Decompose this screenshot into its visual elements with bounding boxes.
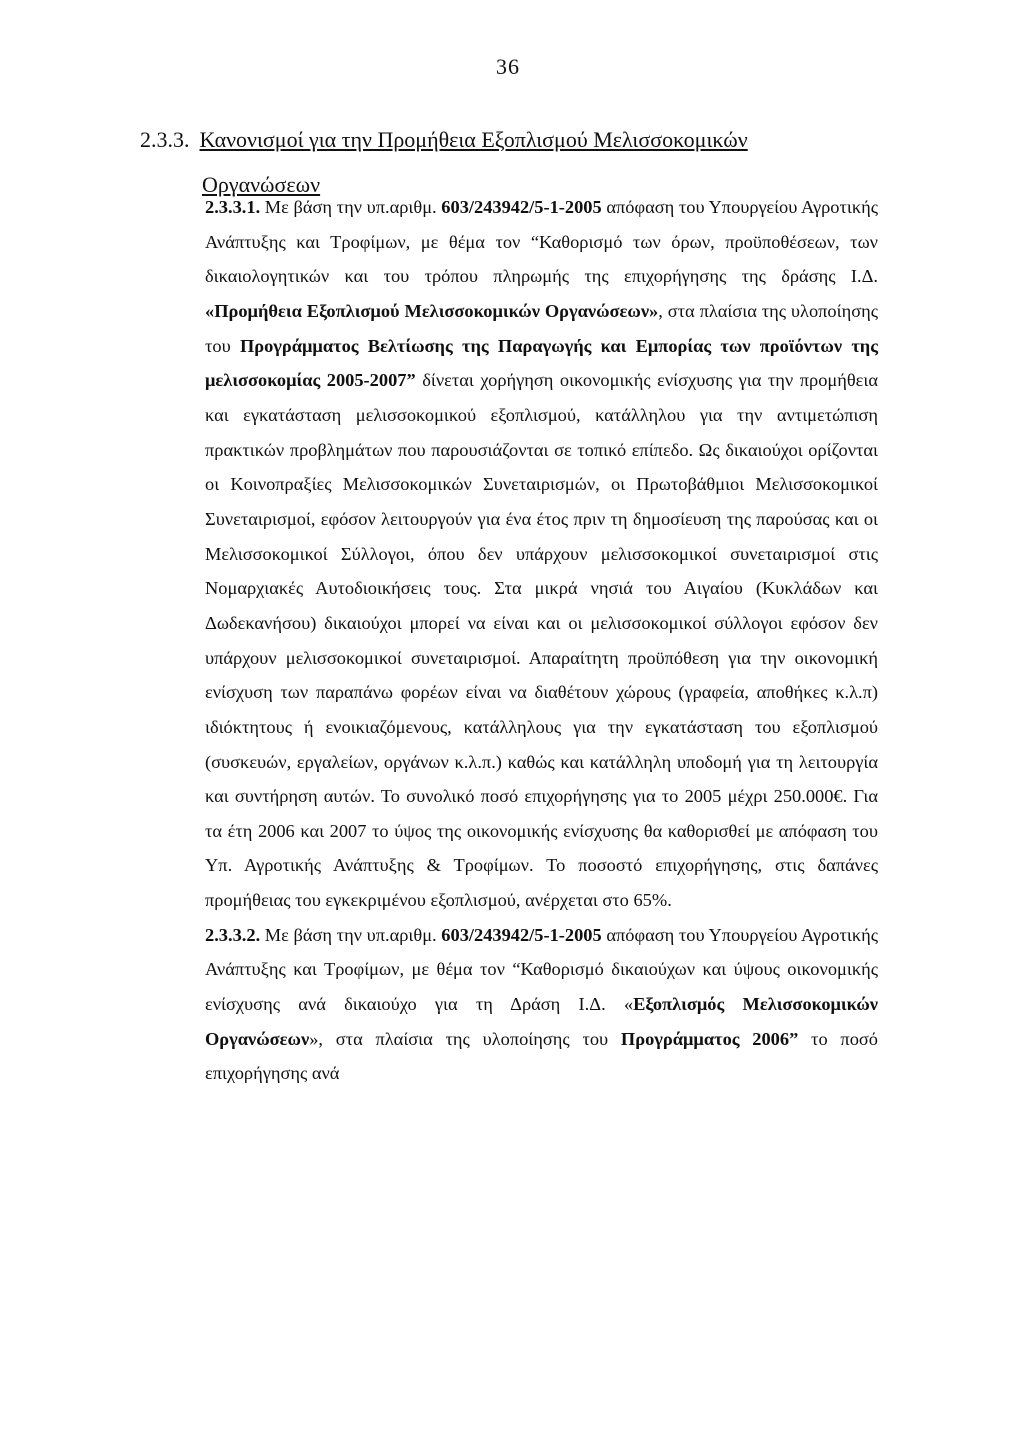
- bold-text-segment: Εξοπλισμός Μελισσοκομικών Οργανώσεων: [205, 994, 878, 1049]
- section-title: Κανονισμοί για την Προμήθεια Εξοπλισμού Μελισσοκομικών: [199, 127, 748, 152]
- section-title-continued: Οργανώσεων: [202, 172, 321, 197]
- bold-text-segment: 603/243942/5-1-2005: [441, 924, 602, 945]
- bold-text-segment: Προγράμματος 2006”: [620, 1028, 799, 1049]
- paragraph-2-3-3-2: [205, 918, 878, 1091]
- text-segment: δίνεται χορήγηση οικονομικής ενίσχυσης για την προμήθεια και εγκατάσταση μελισσοκομικού εξοπλισμού, κατάλληλου για την αντιμετώπιση πρακτικών προβλημάτων που παρουσιάζονται σε τοπικό επίπεδο. Ως δικαιούχοι ορίζονται οι Κοινοπραξίες Μελισσοκομικών Συνεταιρισμών, οι Πρωτοβάθμιοι Μελισσοκομικοί Συνεταιρισμοί, εφόσον λειτουργούν για ένα έτος πριν τη δημοσίευση της παρούσας και οι Μελισσοκομικοί Σύλλογοι, όπου δεν υπάρχουν μελισσοκομικοί συνεταιρισμοί στις Νομαρχιακές Αυτοδιοικήσεις τους. Στα μικρά νησιά του Αιγαίου (Κυκλάδων και Δωδεκανήσου) δικαιούχοι μπορεί να είναι και οι μελισσοκομικοί σύλλογοι εφόσον δεν υπάρχουν μελισσοκομικοί συνεταιρισμοί. Απαραίτητη προϋπόθεση για την οικονομική ενίσχυση των παραπάνω φορέων είναι να διαθέτουν χώρους (γραφεία, αποθήκες κ.λ.π) ιδιόκτητους ή ενοικιαζόμενους, κατάλληλους για την εγκατάσταση του εξοπλισμού (συσκευών, εργαλείων, οργάνων κ.λ.π.) καθώς και κατάλληλη υποδομή για τη λειτουργία και συντήρηση αυτών. Το συνολικό ποσό επιχορήγησης για το 2005 μέχρι 250.000€. Για τα έτη 2006 και 2007 το ύψος της οικονομικής ενίσχυσης θα καθορισθεί με απόφαση του Υπ. Αγροτικής Ανάπτυξης & Τροφίμων. Το ποσοστό επιχορήγησης, στις δαπάνες προμήθειας του εγκεκριμένου εξοπλισμού, ανέρχεται στο 65%.: [205, 370, 878, 911]
- bold-text-segment: «Προμήθεια Εξοπλισμού Μελισσοκομικών Οργανώσεων»: [205, 300, 659, 321]
- body-text: [205, 190, 878, 1091]
- text-segment: Με βάση την υπ.αριθμ.: [260, 924, 442, 945]
- bold-text-segment: 603/243942/5-1-2005: [441, 197, 602, 217]
- paragraph-number: 2.3.3.2.: [205, 924, 261, 945]
- text-segment: », στα πλαίσια της υλοποίησης του: [309, 1028, 621, 1049]
- page-number: 36: [496, 54, 520, 79]
- text-segment: απόφαση του Υπουργείου Αγροτικής Ανάπτυξης και Τροφίμων, με θέμα τον “Καθορισμό δικαιούχων και ύψους οικονομικής ενίσχυσης ανά δικαιούχο για τη Δράση Ι.Δ. «: [205, 924, 878, 1015]
- text-segment: απόφαση του Υπουργείου Αγροτικής Ανάπτυξης και Τροφίμων, με θέμα τον “Καθορισμό των όρων, προϋποθέσεων, των δικαιολογητικών και του τρόπου πληρωμής της επιχορήγησης της δράσης Ι.Δ.: [205, 197, 878, 287]
- bold-text-segment: Προγράμματος Βελτίωσης της Παραγωγής και Εμπορίας των προϊόντων της μελισσοκομίας 2005-2007”: [205, 335, 878, 391]
- paragraph-number: 2.3.3.1.: [205, 197, 261, 217]
- paragraph-2-3-3-1: [205, 190, 878, 918]
- section-number: 2.3.3.: [140, 127, 190, 152]
- text-segment: Με βάση την υπ.αριθμ.: [260, 197, 442, 217]
- text-segment: το ποσό επιχορήγησης ανά: [205, 1028, 879, 1084]
- text-segment: , στα πλαίσια της υλοποίησης του: [205, 300, 879, 356]
